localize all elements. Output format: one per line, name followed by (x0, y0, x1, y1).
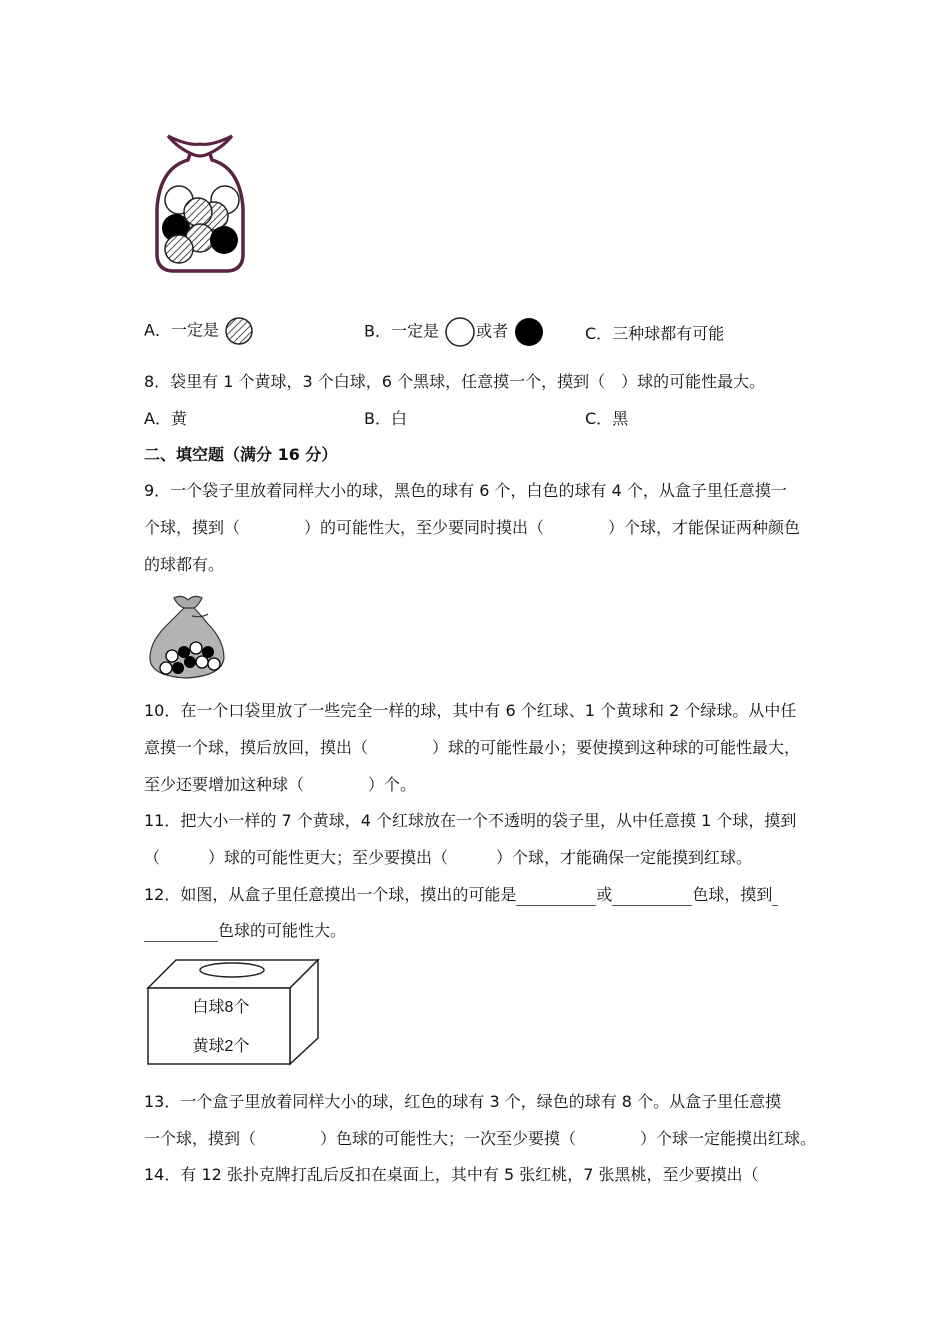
q9-line-2: 个球，摸到（ ）的可能性大，至少要同时摸出（ ）个球，才能保证两种颜色 (144, 518, 801, 537)
q9-line-3: 的球都有。 (144, 555, 225, 574)
q10-line-1: 10．在一个口袋里放了一些完全一样的球，其中有 6 个红球、1 个黄球和 2 个绿球。从中任 (144, 701, 797, 720)
answer-blank[interactable] (612, 885, 692, 906)
white-ball-icon (444, 316, 476, 348)
q13-line-1: 13．一个盒子里放着同样大小的球，红色的球有 3 个，绿色的球有 8 个。从盒子里任意摸 (144, 1092, 782, 1111)
q8-option-b: B．白 (364, 409, 407, 428)
ball-box-figure (146, 958, 322, 1066)
striped-ball-icon (224, 316, 254, 346)
q7-option-a: A．一定是 (144, 316, 254, 346)
q7-option-c: C．三种球都有可能 (585, 324, 725, 343)
q8-option-c: C．黑 (585, 409, 629, 428)
q14-line-1: 14．有 12 张扑克牌打乱后反扣在桌面上，其中有 5 张红桃，7 张黑桃，至少要摸出（ (144, 1165, 759, 1184)
ball-bag-figure (150, 128, 250, 276)
q11-line-1: 11．把大小一样的 7 个黄球，4 个红球放在一个不透明的袋子里，从中任意摸 1 个球，摸到 (144, 811, 797, 830)
q8-stem: 8．袋里有 1 个黄球，3 个白球，6 个黑球，任意摸一个，摸到（ ）球的可能性最大。 (144, 372, 766, 391)
q13-line-2: 一个球，摸到（ ）色球的可能性大；一次至少要摸（ ）个球一定能摸出红球。 (144, 1129, 817, 1148)
q11-line-2: （ ）球的可能性更大；至少要摸出（ ）个球，才能确保一定能摸到红球。 (144, 848, 753, 867)
ball-sack-figure (146, 592, 228, 680)
q12-line-1: 12．如图，从盒子里任意摸出一个球，摸出的可能是 或 色球，摸到 (144, 885, 778, 906)
answer-blank[interactable] (516, 885, 596, 906)
box-label-white: 白球8个 (192, 999, 250, 1016)
box-label-yellow: 黄球2个 (192, 1038, 250, 1055)
q9-line-1: 9．一个袋子里放着同样大小的球，黑色的球有 6 个，白色的球有 4 个，从盒子里任意摸一 (144, 481, 787, 500)
q12-line-2: 色球的可能性大。 (144, 921, 346, 942)
black-ball-icon (513, 316, 545, 348)
q7-option-b: B．一定是 或者 (364, 316, 545, 348)
section-heading: 二、填空题（满分 16 分） (144, 445, 338, 464)
q10-line-3: 至少还要增加这种球（ ）个。 (144, 775, 417, 794)
answer-blank[interactable] (772, 885, 778, 906)
q8-option-a: A．黄 (144, 409, 187, 428)
q10-line-2: 意摸一个球，摸后放回，摸出（ ）球的可能性最小；要使摸到这种球的可能性最大， (144, 738, 801, 757)
answer-blank[interactable] (144, 921, 218, 942)
